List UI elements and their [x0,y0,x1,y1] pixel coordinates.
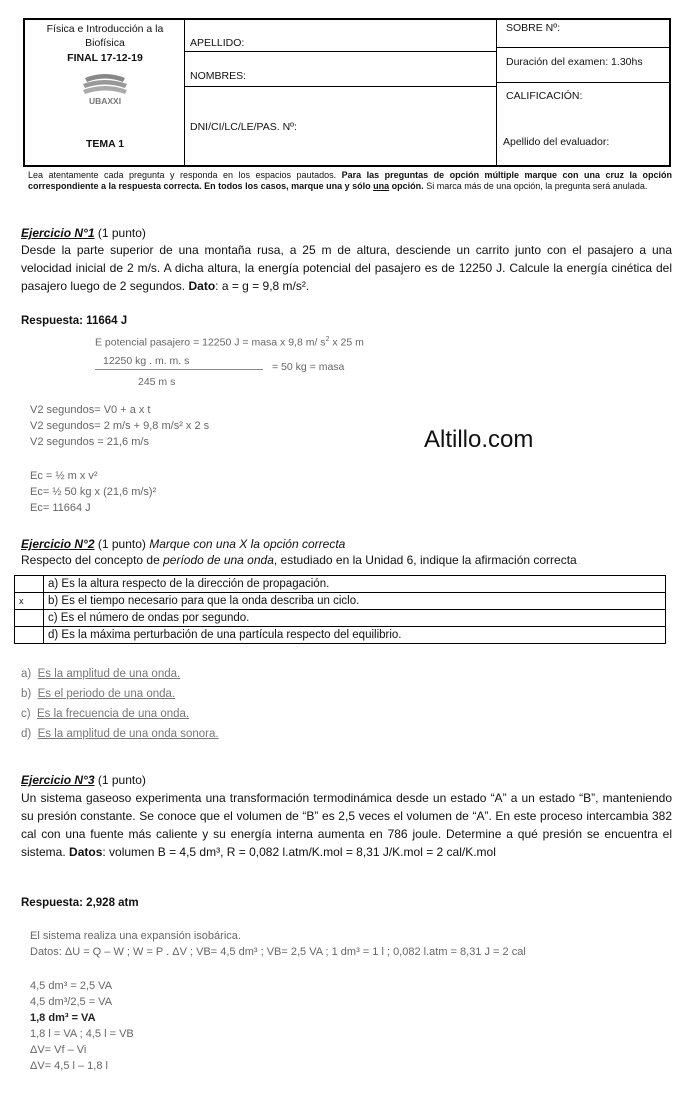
option-mark[interactable] [15,610,44,627]
table-row[interactable] [15,627,666,644]
ej1-heading [21,224,146,242]
ej1-velocity [30,402,209,450]
ej1-v3: V2 segundos = 21,6 m/s [30,436,149,448]
evaluador-label: Apellido del evaluador: [503,136,610,148]
ej1-e3: Ec= 11664 J [30,502,91,514]
nombres-label: NOMBRES: [190,70,247,82]
svg-text:UBAXXI: UBAXXI [88,96,122,106]
ej3-question: Un sistema gaseoso experimenta una transformación termodinámica desde un estado “A” a un estado “B”, manteniendo su presión constante. Se conoce que el volumen de “B” es 2,5 veces el volumen de “A”. En este proceso intercambia 382 cal con una fuente más caliente y su energía interna aumenta en 786 joule. Determine a qué presión se encuentra el sistema. [21,791,672,859]
instructions-opcion: opción. [391,181,424,191]
ej3-points: (1 punto) [97,773,146,787]
ej3-answer: Respuesta: 2,928 atm [21,897,139,909]
ej1-dato: : a = g = 9,8 m/s². [215,279,310,293]
dni-label: DNI/CI/LC/LE/PAS. Nº: [190,121,297,133]
ej3-c2: 4,5 dm³/2,5 = VA [30,996,113,1008]
ej2-q-italic: período de una onda [163,553,274,567]
apellido-label: APELLIDO: [190,37,245,49]
ej3-datos: : volumen B = 4,5 dm³, R = 0,082 l.atm/K.mol = 8,31 J/K.mol = 2 cal/K.mol [102,845,496,859]
ej3-c6: ΔV= 4,5 l – 1,8 l [30,1060,108,1072]
ej1-v2: V2 segundos= 2 m/s + 9,8 m/s² x 2 s [30,420,210,432]
ej1-energy [30,468,156,516]
list-item [21,704,219,724]
instructions-part3: Si marca más de una opción, la pregunta será anulada. [426,181,648,191]
list-item [21,684,219,704]
ej1-title: Ejercicio N°1 [21,226,95,240]
extra-text: Es la amplitud de una onda. [37,668,181,680]
ej2-question [21,551,577,569]
ej3-solution [30,928,526,960]
ej1-dato-label: Dato [188,279,216,293]
ej3-c5: ΔV= Vf – Vi [30,1044,87,1056]
sobre-label: SOBRE Nº: [506,22,561,34]
divider [184,20,185,165]
tema-label: TEMA 1 [85,138,125,150]
option-text: a) Es la altura respecto de la dirección de propagación. [44,576,666,593]
table-row[interactable] [15,576,666,593]
option-mark[interactable] [15,627,44,644]
table-row[interactable] [15,610,666,627]
ej3-heading [21,771,146,789]
divider [496,82,669,83]
ej3-title: Ejercicio N°3 [21,773,95,787]
option-text: c) Es el número de ondas por segundo. [44,610,666,627]
ej2-q2: , estudiado en la Unidad 6, indique la afirmación correcta [273,553,577,567]
ej3-s2: Datos: ΔU = Q – W ; W = P . ΔV ; VB= 4,5 dm³ ; VB= 2,5 VA ; 1 dm³ = 1 l ; 0,082 l.atm = 8,31 J = 2 cal [30,946,526,958]
watermark: Altillo.com [424,426,534,453]
ej3-calc [30,978,134,1074]
exam-header [23,18,671,167]
ej1-v1: V2 segundos= V0 + a x t [30,404,151,416]
ej2-points: (1 punto) [97,537,146,551]
instructions-part2: Para las preguntas de opción múltiple marque con una cruz la opción correspondiente a la respuesta correcta. En todos los casos, marque una y sólo [28,170,673,191]
extra-letter: c) [21,708,31,720]
fraction-bar [95,369,263,370]
list-item [21,724,219,744]
ej1-answer: Respuesta: 11664 J [21,315,128,327]
divider [496,47,669,48]
extra-text: Es la amplitud de una onda sonora. [37,728,219,740]
ej2-q1: Respecto del concepto de [21,553,164,567]
option-text: d) Es la máxima perturbación de una partícula respecto del equilibrio. [44,627,666,644]
ej1-line1b: x 25 m [329,336,364,349]
duration-label: Duración del examen: 1.30hs [506,56,643,68]
ej2-options-table [14,575,666,644]
exam-date: FINAL 17-12-19 [67,52,143,64]
ej1-frac-den: 245 m s [138,376,176,388]
ej3-s1: El sistema realiza una expansión isobárica. [30,930,241,942]
ej3-c3: 1,8 dm³ = VA [30,1012,96,1024]
instructions-una: una [373,181,390,191]
ej1-line1: E potencial pasajero = 12250 J = masa x 9,8 m/ $s^2$ x 25 m [95,336,364,349]
ej2-title: Ejercicio N°2 [21,537,95,551]
option-text: b) Es el tiempo necesario para que la onda describa un ciclo. [44,593,666,610]
instructions [28,170,672,192]
divider [184,86,496,87]
ej1-question: Desde la parte superior de una montaña rusa, a 25 m de altura, desciende un carrito junto con el pasajero a una velocidad inicial de 2 m/s. A dicha altura, la energía potencial del pasajero es de 12250 J. Calcule la energía cinética del pasajero luego de 2 segundos. [21,243,672,293]
divider [496,20,497,165]
instructions-part1: Lea atentamente cada pregunta y responda en los espacios pautados. [28,170,337,180]
extra-letter: d) [21,728,32,740]
extra-letter: a) [21,668,32,680]
ej1-points: (1 punto) [97,226,146,240]
list-item [21,664,219,684]
ej2-instructions: Marque con una X la opción correcta [149,537,346,551]
ej1-frac-result: = 50 kg = masa [272,361,345,373]
ej1-line1a: E potencial pasajero = 12250 J = masa x 9,8 m/ s [95,336,326,349]
uba-logo [77,72,133,106]
option-mark[interactable]: x [15,593,44,610]
option-mark[interactable] [15,576,44,593]
ej1-frac-num: 12250 kg . m. m. s [103,355,190,367]
extra-text: Es el periodo de una onda. [37,688,176,700]
ej2-extra-options [21,664,219,744]
ej1-e2: Ec= ½ 50 kg x (21,6 m/s)² [30,486,157,498]
calificacion-label: CALIFICACIÓN: [506,90,583,102]
divider [184,51,496,52]
ej1-e1: Ec = ½ m x v² [30,470,98,482]
table-row[interactable] [15,593,666,610]
ej3-c4: 1,8 l = VA ; 4,5 l = VB [30,1028,134,1040]
ej3-datos-label: Datos [69,845,103,859]
ej3-text [21,789,672,861]
extra-text: Es la frecuencia de una onda. [36,708,190,720]
subject-title: Física e Introducción a la Biofísica [46,23,164,49]
ej3-c1: 4,5 dm³ = 2,5 VA [30,980,113,992]
extra-letter: b) [21,688,32,700]
ej1-text [21,241,672,295]
